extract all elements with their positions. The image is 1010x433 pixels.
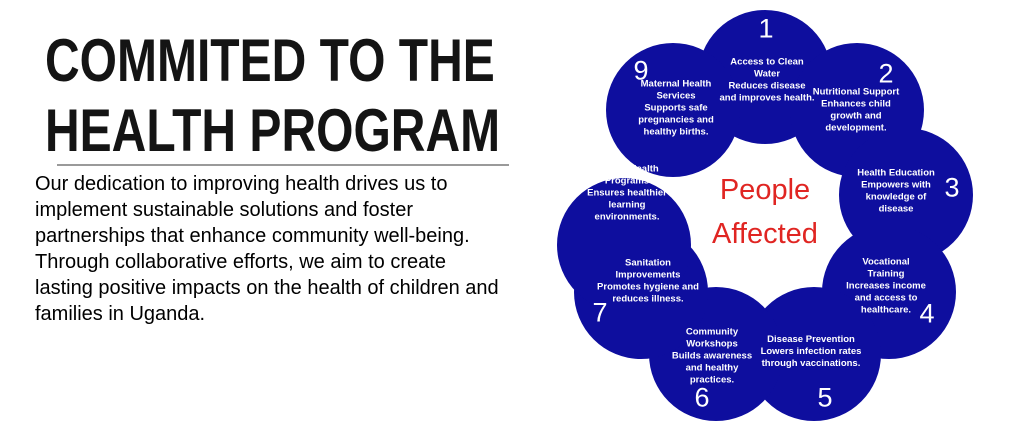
petal-number-6: 6 [694,382,710,413]
petal-description: Increases income and access to healthcare. [846,280,926,315]
petal-text-7 [594,257,702,305]
petal-number-9: 9 [633,55,649,86]
petal-description: Enhances child growth and development. [821,98,891,133]
petal-title: Nutritional Support [812,86,900,98]
petal-number-1: 1 [758,13,774,44]
flower-diagram [545,0,1010,433]
petal-title: School Health Programs [595,163,659,187]
petal-title: Maternal Health Services [640,78,712,102]
petal-text-4 [846,256,926,315]
petal-text-9 [631,78,721,137]
center-label: People Affected [712,174,818,250]
intro-paragraph: Our dedication to improving health drives us to implement sustainable solutions and foster partnerships that enhance community well-being. Through collaborative efforts, we aim to create lasting positive impacts on the health of children and families in Uganda. [35,173,499,325]
petal-text-8 [576,163,678,222]
petal-text-6 [663,326,761,385]
petal-number-2: 2 [878,58,894,89]
petal-title: Community Workshops [685,326,739,350]
page-title: COMMITED TO THE HEALTH PROGRAM [45,27,501,164]
petal-description: Reduces disease and improves health. [719,80,815,103]
petal-title: Disease Prevention [767,334,855,346]
petal-text-2 [812,86,900,134]
petal-text-1 [719,56,815,104]
petal-text-3 [852,167,940,215]
divider-line [57,164,509,166]
petal-number-4: 4 [919,298,935,329]
petal-title: Vocational Training [862,256,910,280]
petal-number-3: 3 [944,172,960,203]
petal-description: Empowers with knowledge of disease [861,179,931,214]
petal-title: Sanitation Improvements [615,257,681,281]
petal-title: Health Education [857,167,935,179]
petal-number-7: 7 [592,297,608,328]
petal-number-8: 8 [568,170,584,201]
petal-number-5: 5 [817,382,833,413]
petal-description: Supports safe pregnancies and healthy births. [638,102,714,137]
petal-description: Ensures healthier learning environments. [587,187,667,222]
petal-description: Builds awareness and healthy practices. [671,350,753,385]
petal-title: Access to Clean Water [730,56,804,80]
petal-text-5 [755,334,867,370]
petal-description: Lowers infection rates through vaccinations. [760,346,862,369]
petal-description: Promotes hygiene and reduces illness. [597,281,699,304]
